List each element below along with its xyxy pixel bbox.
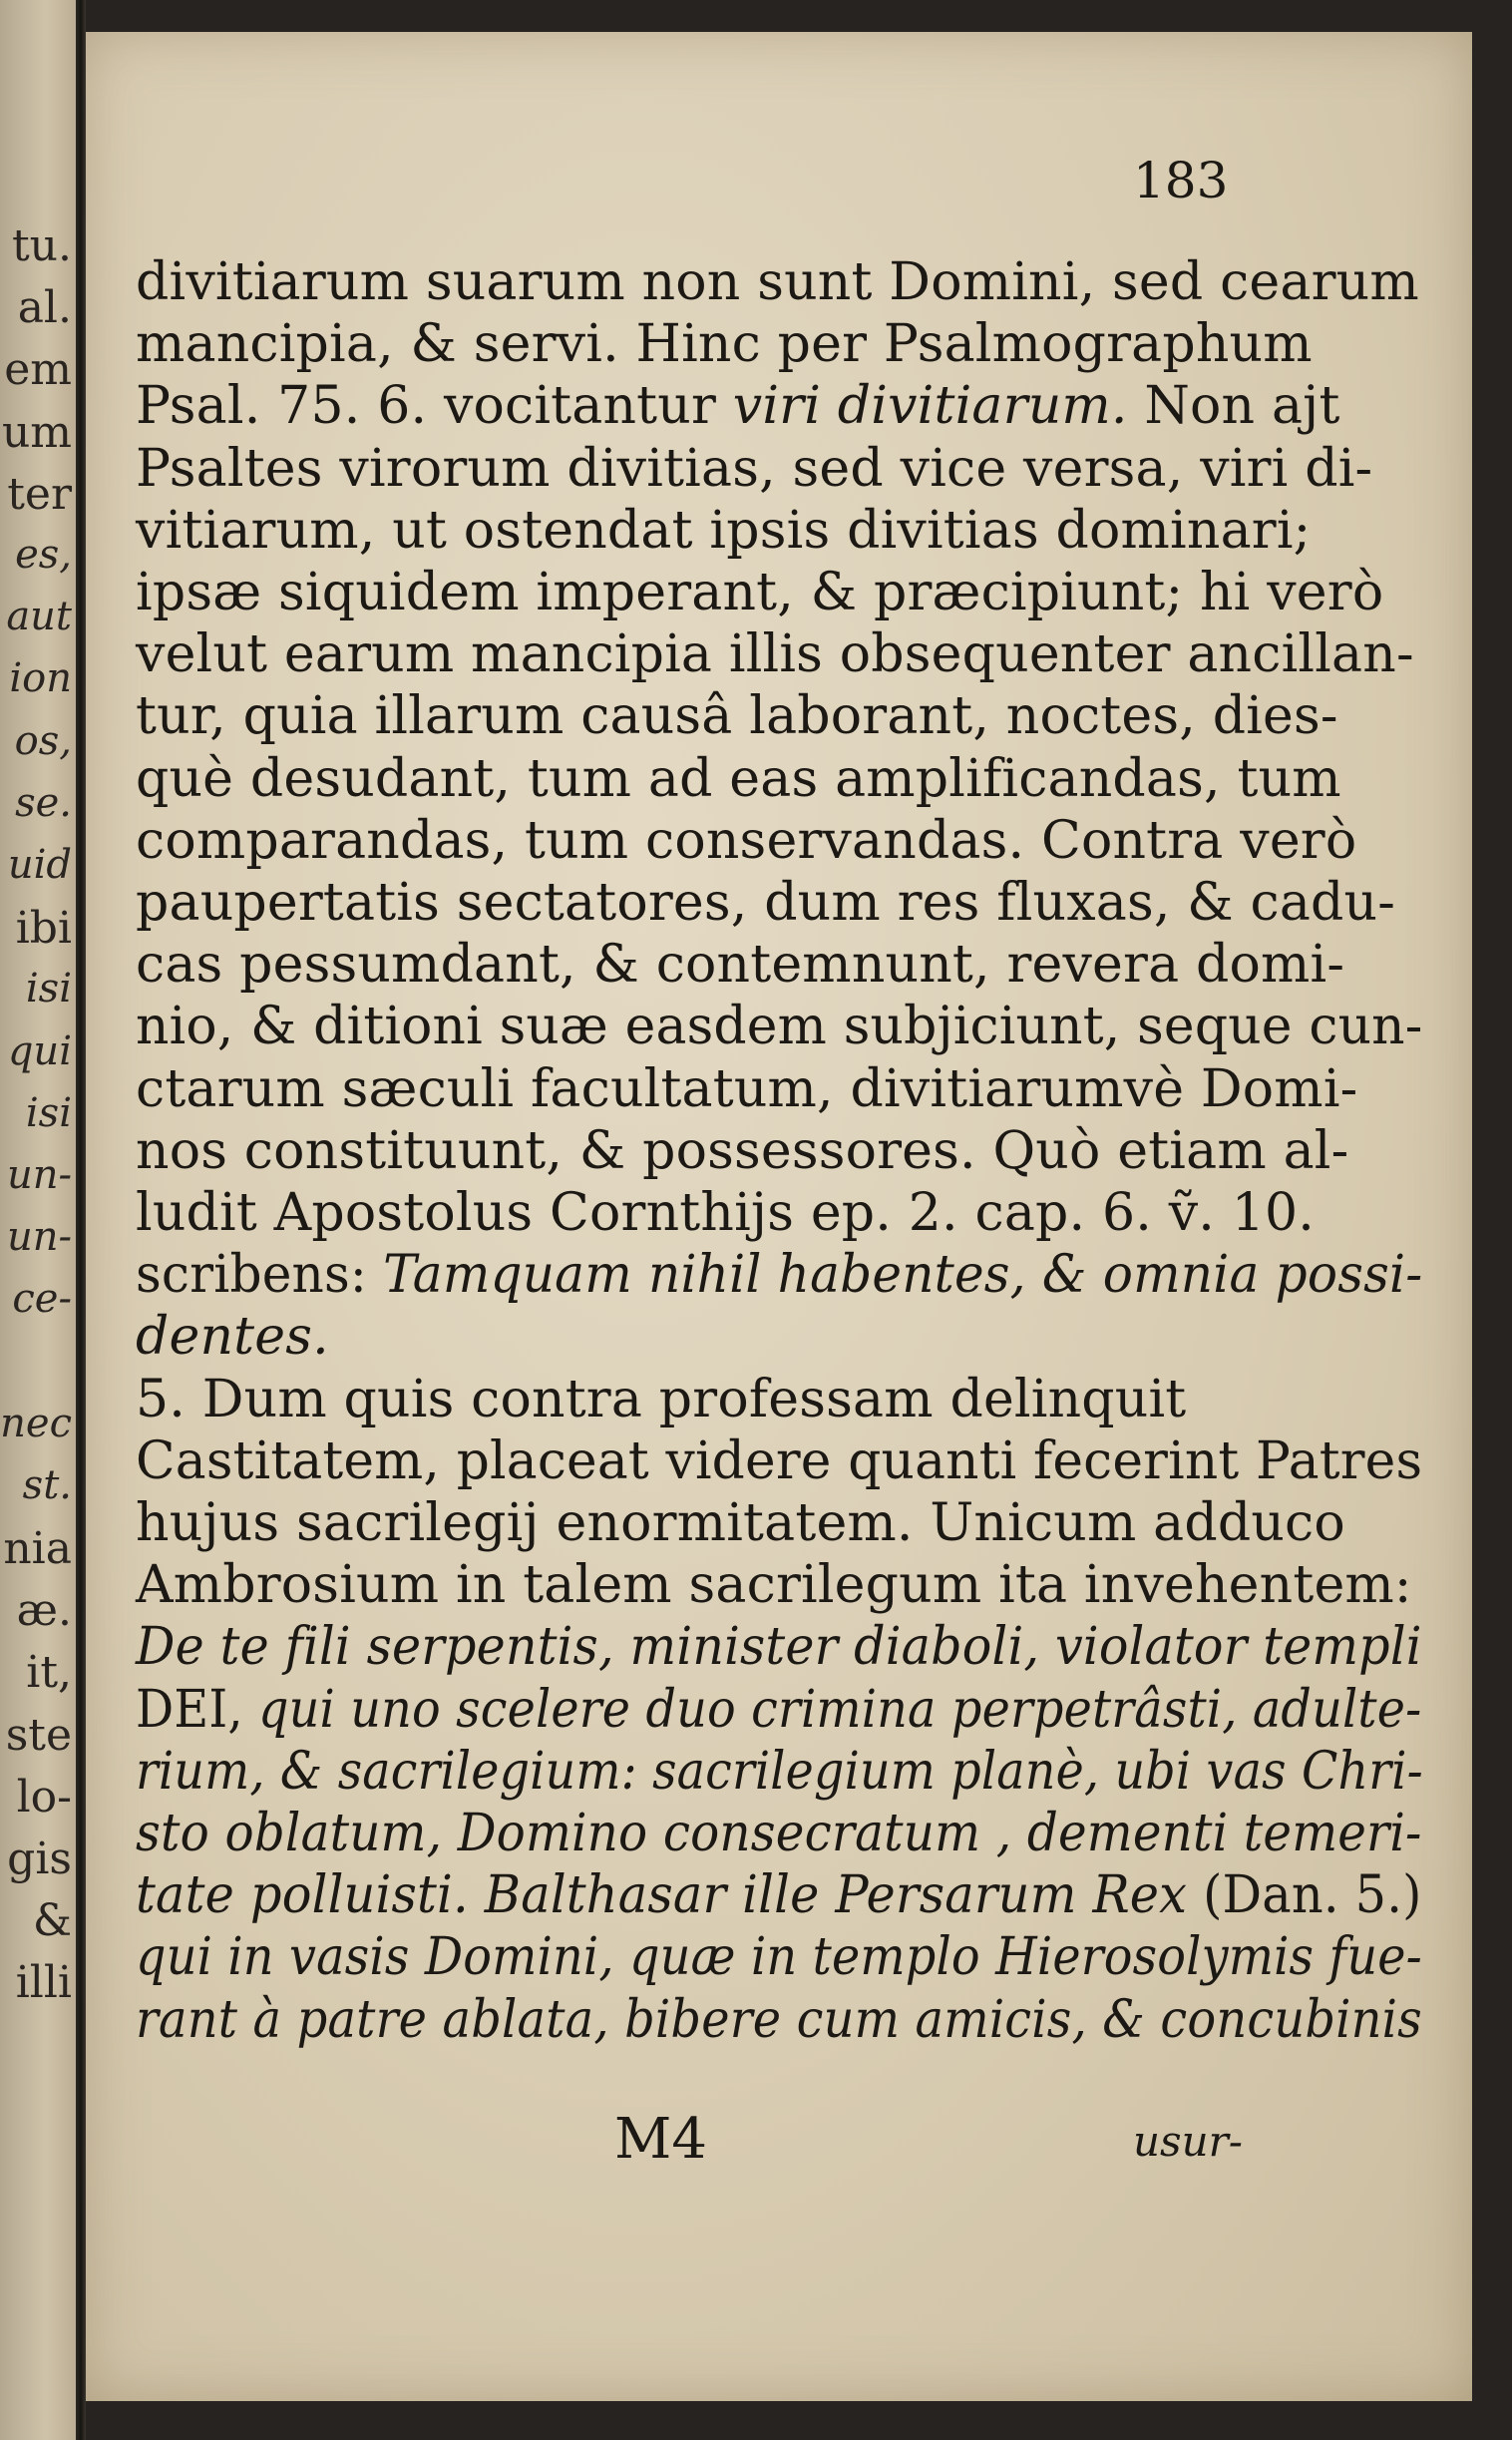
printer-signature: M4 [614, 2107, 707, 2172]
italic-segment: rium, & sacrilegium: sacrilegium planè, ubi vas Chri- [136, 1741, 1423, 1802]
margin-fragment: nia [3, 1523, 72, 1574]
margin-fragment: & [32, 1895, 72, 1947]
margin-fragment: qui [7, 1027, 72, 1074]
margin-fragment: se. [15, 779, 72, 826]
facing-page-edge [0, 0, 76, 2440]
margin-fragment: un- [6, 1214, 72, 1261]
text-line [136, 1989, 1422, 2050]
margin-fragment: ion [9, 655, 72, 702]
text-segment: mancipia, & servi. Hinc per Psalmographum [136, 314, 1313, 375]
margin-fragment: isi [25, 1089, 72, 1136]
margin-fragment: illi [15, 1957, 72, 2009]
margin-fragment: ste [5, 1709, 72, 1761]
margin-fragment: un- [6, 1152, 72, 1198]
text-line [136, 1369, 1187, 1429]
text-line [136, 376, 1340, 437]
page-paper [86, 32, 1472, 2401]
text-line [136, 1555, 1412, 1616]
text-line [136, 1679, 1422, 1740]
text-line [136, 873, 1395, 933]
text-segment: scribens: [136, 1245, 384, 1306]
margin-fragment: es, [15, 532, 72, 578]
text-line [136, 624, 1414, 685]
margin-fragment: al. [17, 282, 72, 334]
margin-fragment: it, [26, 1647, 72, 1699]
text-line [136, 1804, 1422, 1863]
text-segment: 5. Dum quis contra professam delinquit [136, 1369, 1187, 1429]
text-segment: vitiarum, ut ostendat ipsis divitias dominari; [136, 500, 1312, 561]
italic-segment: rant à patre ablata, bibere cum amicis, & concubinis [136, 1989, 1422, 2050]
book-gutter [76, 0, 86, 2440]
text-line [136, 1430, 1423, 1491]
text-segment: tur, quia illarum causâ laborant, noctes, dies- [136, 686, 1338, 747]
italic-segment: tate polluisti. Balthasar ille Persarum Rex [136, 1865, 1204, 1926]
text-line [136, 1865, 1422, 1926]
page-number: 183 [1133, 152, 1229, 209]
text-line [136, 1245, 1423, 1306]
italic-segment: dentes. [136, 1307, 329, 1368]
margin-fragment: aut [6, 594, 72, 640]
margin-fragment: ce- [12, 1276, 72, 1323]
text-segment: comparandas, tum conservandas. Contra verò [136, 810, 1357, 871]
text-line [136, 1927, 1422, 1988]
italic-segment: sto oblatum, Domino consecratum , dementi temeri- [136, 1804, 1422, 1863]
margin-fragment: em [4, 344, 72, 396]
margin-fragment: um [1, 406, 72, 458]
italic-segment: qui uno scelere duo crimina perpetrâsti, adulte- [257, 1679, 1422, 1740]
margin-fragment: ibi [15, 903, 72, 955]
text-segment: cas pessumdant, & contemnunt, revera domi- [136, 935, 1345, 996]
text-segment: Ambrosium in talem sacrilegum ita invehentem: [136, 1555, 1412, 1616]
text-line [136, 314, 1313, 375]
margin-fragment: os, [14, 717, 72, 764]
text-line [136, 748, 1341, 809]
text-line [136, 1493, 1345, 1553]
margin-fragment: gis [7, 1833, 72, 1884]
text-line [136, 563, 1384, 622]
text-line [136, 438, 1373, 499]
text-segment: hujus sacrilegij enormitatem. Unicum adduco [136, 1493, 1345, 1553]
text-segment: Castitatem, placeat videre quanti fecerint Patres [136, 1430, 1423, 1491]
text-segment: què desudant, tum ad eas amplificandas, tum [136, 748, 1341, 809]
italic-segment: viri divitiarum. [732, 376, 1128, 437]
text-line [136, 997, 1423, 1057]
text-segment: nos constituunt, & possessores. Quò etiam al- [136, 1120, 1349, 1181]
margin-fragment: lo- [16, 1771, 72, 1823]
text-line [136, 810, 1357, 871]
text-segment: ludit Apostolus Cornthijs ep. 2. cap. 6. ṽ. 10. [136, 1183, 1316, 1243]
text-segment: nio, & ditioni suæ easdem subjiciunt, seque cun- [136, 997, 1423, 1057]
margin-fragment: isi [25, 966, 72, 1013]
margin-fragment: tu. [11, 220, 72, 271]
text-line [136, 935, 1345, 996]
text-line [136, 686, 1338, 747]
text-segment: ipsæ siquidem imperant, & præcipiunt; hi verò [136, 563, 1384, 622]
text-line [136, 500, 1312, 561]
italic-segment: qui in vasis Domini, quæ in templo Hierosolymis fue- [136, 1927, 1422, 1988]
text-segment: Psaltes virorum divitias, sed vice versa, viri di- [136, 438, 1373, 499]
text-segment: (Dan. 5.) [1203, 1865, 1422, 1926]
italic-segment: Tamquam nihil habentes, & omnia possi- [383, 1245, 1423, 1306]
text-segment: DEI, [136, 1679, 258, 1740]
margin-fragment: nec [0, 1400, 72, 1446]
text-line [136, 252, 1419, 312]
text-segment: velut earum mancipia illis obsequenter ancillan- [136, 624, 1414, 685]
text-line [136, 1183, 1316, 1243]
text-segment: Non ajt [1127, 376, 1340, 437]
book-page [86, 0, 1512, 2440]
text-segment: Psal. 75. 6. vocitantur [136, 376, 733, 437]
text-line [136, 1307, 329, 1368]
margin-fragment: st. [22, 1461, 72, 1508]
catchword: usur- [1133, 2117, 1243, 2166]
text-line [136, 1741, 1423, 1802]
text-line [136, 1058, 1358, 1119]
italic-segment: De te fili serpentis, minister diaboli, violator templi [136, 1617, 1422, 1678]
margin-fragment: ter [7, 468, 72, 520]
text-segment: paupertatis sectatores, dum res fluxas, & cadu- [136, 873, 1395, 933]
text-segment: ctarum sæculi facultatum, divitiarumvè Domi- [136, 1058, 1358, 1119]
margin-fragment: æ. [16, 1585, 72, 1637]
text-line [136, 1617, 1422, 1678]
margin-fragment: uid [7, 842, 72, 888]
text-line [136, 1120, 1349, 1181]
text-segment: divitiarum suarum non sunt Domini, sed cearum [136, 252, 1419, 312]
